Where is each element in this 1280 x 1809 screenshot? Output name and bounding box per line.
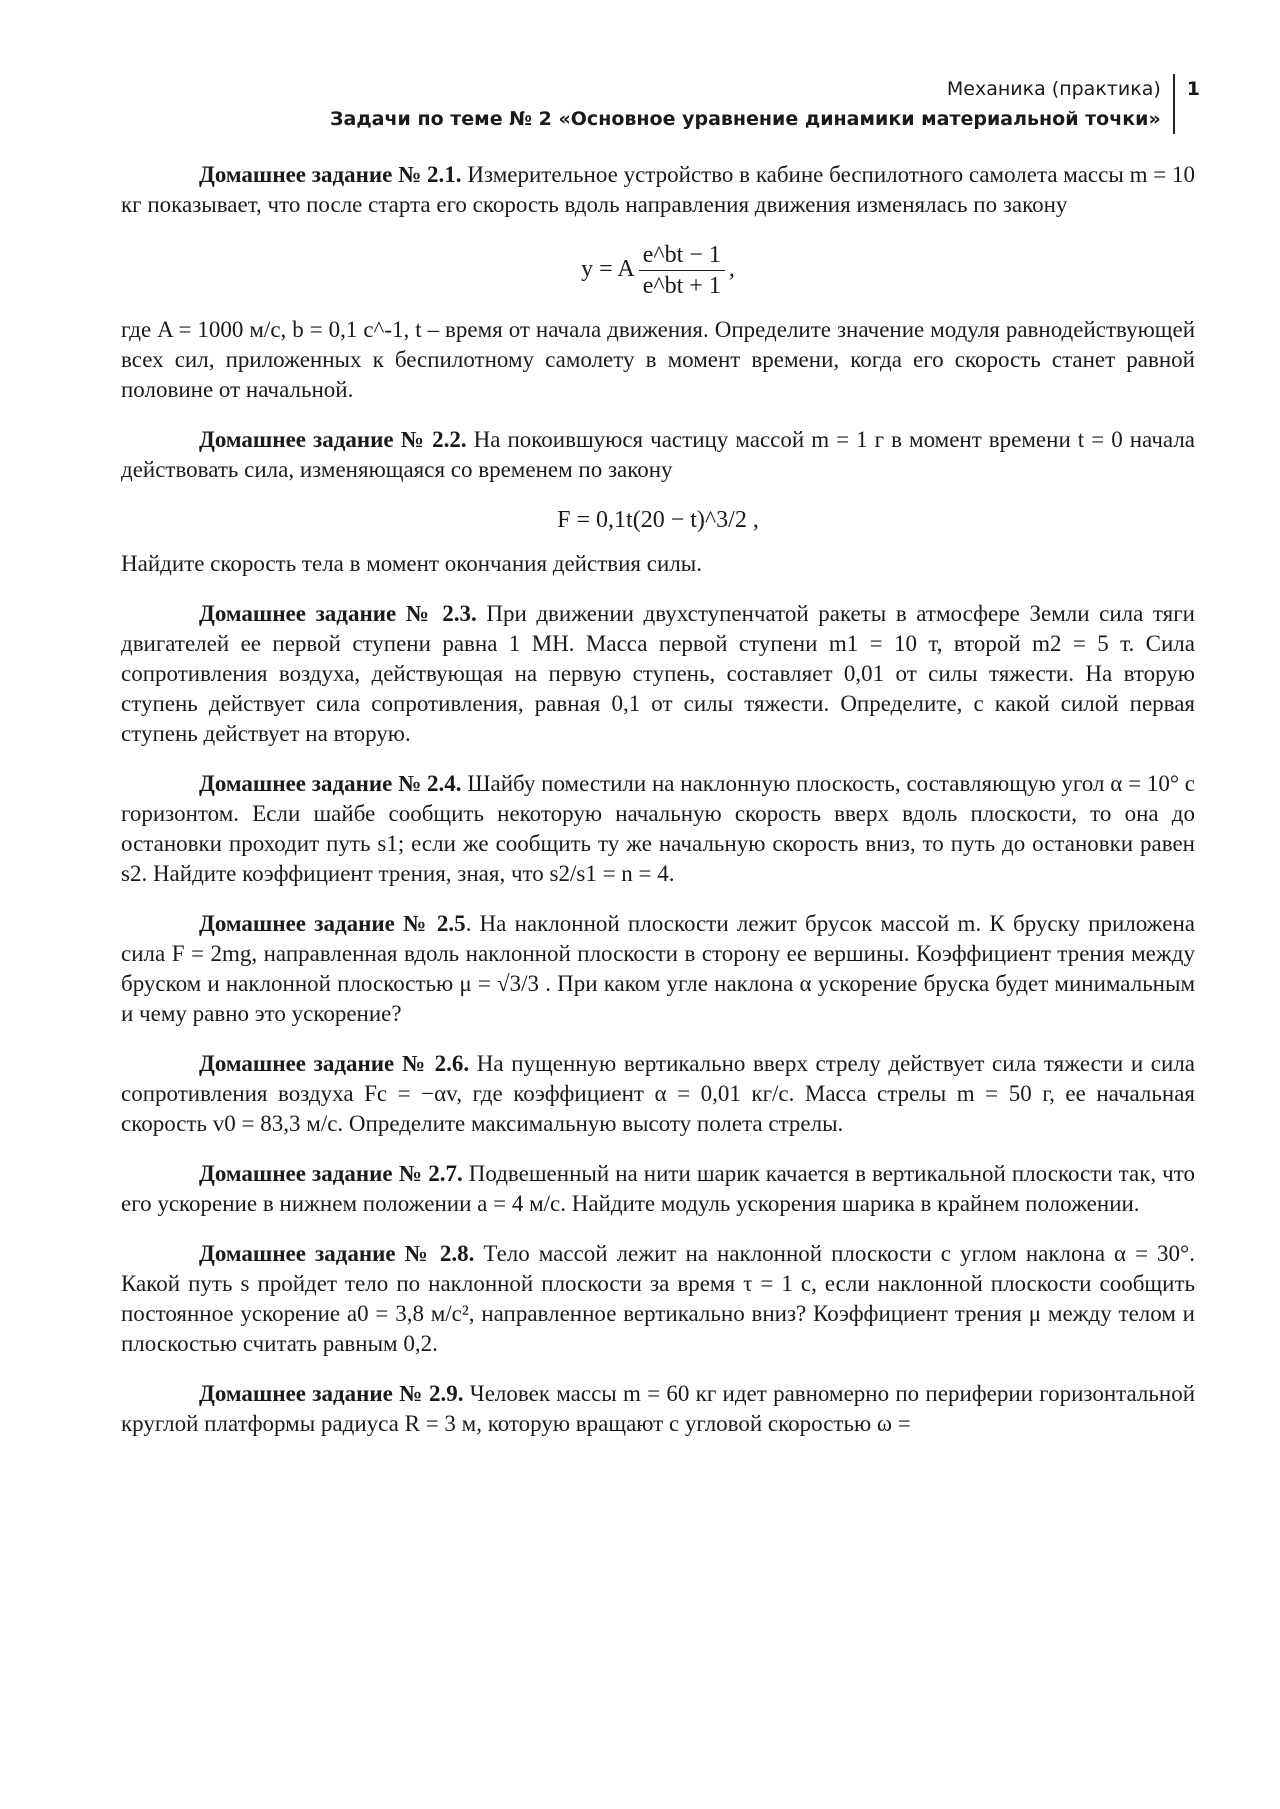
formula-force-law: F = 0,1t(20 − t)^3/2 , <box>557 507 759 533</box>
formula-fraction <box>639 240 725 301</box>
task-text: Тело массой лежит на наклонной плоскости с углом наклона α = 30°. Какой путь s пройдет тело по наклонной плоскости за время τ = 1 с, если наклонной плоскости сообщить постоянное ускорение a0 = 3,8 м/с², направленное вертикально вниз? Коэффициент трения μ между телом и плоскостью считать равным 0,2. <box>121 1241 1195 1356</box>
page-number: 1 <box>1186 78 1200 100</box>
header-text <box>330 74 1175 134</box>
formula-lhs: y = A <box>581 256 635 283</box>
page-header <box>330 74 1200 134</box>
task-text: Шайбу поместили на наклонную плоскость, составляющую угол α = 10° с горизонтом. Если шайбе сообщить некоторую начальную скорость вверх вдоль плоскости, то она до остановки проходит путь s1; если же сообщить ту же начальную скорость вниз, то путь до остановки равен s2. Найдите коэффициент трения, зная, что s2/s1 = n = 4. <box>121 771 1196 886</box>
task-text: Человек массы m = 60 кг идет равномерно по периферии горизонтальной круглой платформы радиуса R = 3 м, которую вращают с угловой скоростью ω = <box>121 1381 1195 1436</box>
task-text: Измерительное устройство в кабине беспилотного самолета массы m = 10 кг показывает, что после старта его скорость вдоль направления движения изменялась по закону <box>121 162 1195 217</box>
task-2-6 <box>121 1049 1195 1139</box>
task-label: Домашнее задание № 2.1. <box>199 162 462 187</box>
task-text: На покоившуюся частицу массой m = 1 г в момент времени t = 0 начала действовать сила, изменяющаяся со временем по закону <box>121 427 1196 482</box>
formula-velocity-law <box>121 240 1195 301</box>
task-2-5 <box>121 909 1195 1029</box>
task-2-1 <box>121 160 1195 405</box>
task-label: Домашнее задание № 2.2. <box>199 427 467 452</box>
header-course-title: Механика (практика) <box>946 78 1161 100</box>
task-label: Домашнее задание № 2.9. <box>199 1381 464 1406</box>
task-label: Домашнее задание № 2.8. <box>199 1241 475 1266</box>
task-2-3 <box>121 599 1195 749</box>
task-2-8 <box>121 1239 1195 1359</box>
task-label: Домашнее задание № 2.7. <box>199 1161 463 1186</box>
task-label: Домашнее задание № 2.5 <box>199 911 466 936</box>
formula-tail: , <box>728 256 735 283</box>
task-text: На пущенную вертикально вверх стрелу действует сила тяжести и сила сопротивления воздуха Fс = −αv, где коэффициент α = 0,01 кг/с. Масса стрелы m = 50 г, ее начальная скорость v0 = 83,3 м/с. Определите максимальную высоту полета стрелы. <box>121 1051 1196 1136</box>
task-2-4 <box>121 769 1195 889</box>
task-text-after: где A = 1000 м/с, b = 0,1 с^-1, t – время от начала движения. Определите значение модуля равнодействующей всех сил, приложенных к беспилотному самолету в момент времени, когда его скорость станет равной половине от начальной. <box>121 317 1195 402</box>
task-label: Домашнее задание № 2.4. <box>199 771 462 796</box>
task-2-7 <box>121 1159 1195 1219</box>
task-text: . На наклонной плоскости лежит брусок массой m. К бруску приложена сила F = 2mg, направленная вдоль наклонной плоскости в сторону ее вершины. Коэффициент трения между бруском и наклонной плоскостью μ = √3/3 . При каком угле наклона α ускорение бруска будет минимальным и чему равно это ускорение? <box>121 911 1195 1026</box>
task-text: Подвешенный на нити шарик качается в вертикальной плоскости так, что его ускорение в нижнем положении a = 4 м/с. Найдите модуль ускорения шарика в крайнем положении. <box>121 1161 1195 1216</box>
task-text-after: Найдите скорость тела в момент окончания действия силы. <box>121 551 702 576</box>
task-label: Домашнее задание № 2.6. <box>199 1051 470 1076</box>
task-text: При движении двухступенчатой ракеты в атмосфере Земли сила тяги двигателей ее первой ступени равна 1 МН. Масса первой ступени m1 = 10 т, второй m2 = 5 т. Сила сопротивления воздуха, действующая на первую ступень, составляет 0,01 от силы тяжести. На вторую ступень действует сила сопротивления, равная 0,1 от силы тяжести. Определите, с какой силой первая ступень действует на вторую. <box>121 601 1195 746</box>
task-2-2 <box>121 425 1195 579</box>
formula-numerator: e^bt − 1 <box>639 240 725 271</box>
formula-denominator: e^bt + 1 <box>642 273 721 299</box>
header-topic-title: Задачи по теме № 2 «Основное уравнение динамики материальной точки» <box>330 108 1161 130</box>
task-2-9 <box>121 1379 1195 1439</box>
tasks-list <box>121 160 1195 1459</box>
task-label: Домашнее задание № 2.3. <box>199 601 477 626</box>
